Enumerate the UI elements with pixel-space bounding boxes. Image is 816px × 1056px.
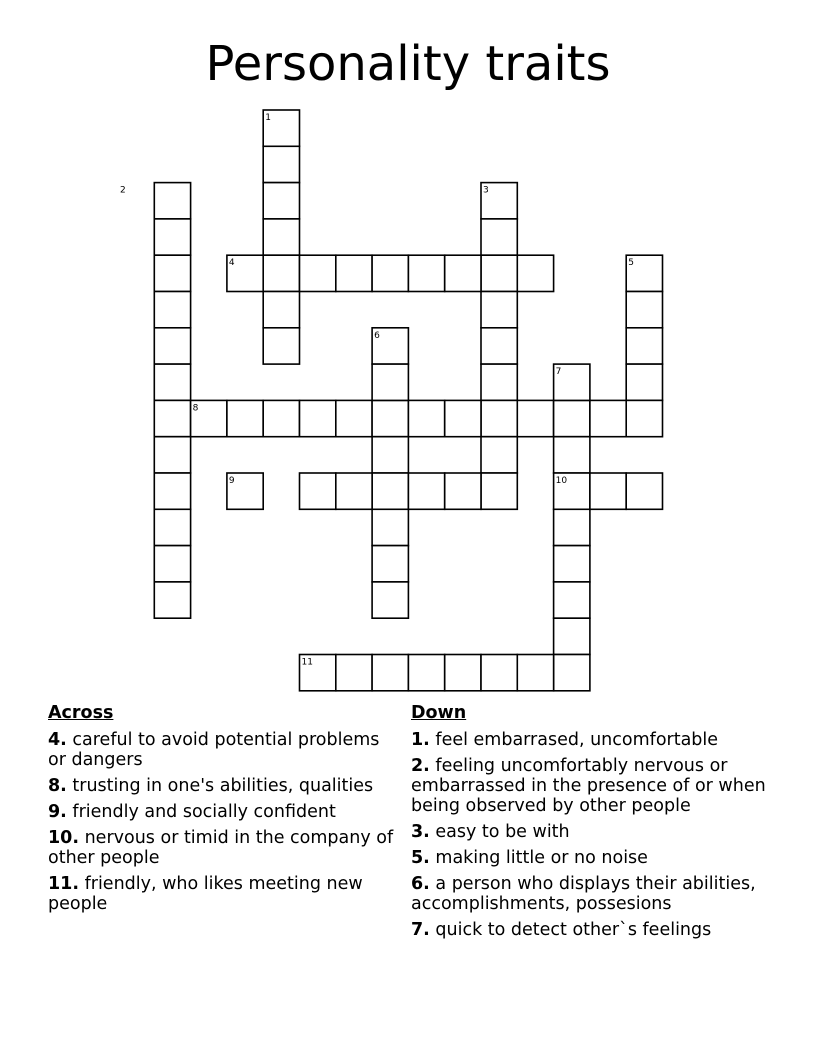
clue-text: friendly and socially confident bbox=[72, 802, 336, 822]
down-heading: Down bbox=[411, 703, 467, 723]
clue-text: feeling uncomfortably nervous or embarrassed in the presence of or when being observed by other people bbox=[411, 756, 766, 816]
grid-cell[interactable] bbox=[445, 473, 481, 509]
grid-cell[interactable] bbox=[154, 509, 190, 545]
clue-number: 4. bbox=[48, 730, 67, 750]
clue-text: trusting in one's abilities, qualities bbox=[72, 776, 374, 796]
clue-text: easy to be with bbox=[435, 822, 570, 842]
grid-cell[interactable] bbox=[626, 473, 662, 509]
grid-cell[interactable] bbox=[336, 473, 372, 509]
grid-cell[interactable] bbox=[263, 146, 299, 182]
grid-cell[interactable] bbox=[154, 437, 190, 473]
grid-cell[interactable] bbox=[154, 292, 190, 328]
grid-cell[interactable] bbox=[481, 292, 517, 328]
clue-number-label: 7 bbox=[555, 367, 562, 378]
grid-cell[interactable] bbox=[517, 655, 553, 691]
grid-cell[interactable] bbox=[263, 183, 299, 219]
grid-cell[interactable] bbox=[554, 546, 590, 582]
clue-across-9 bbox=[48, 802, 398, 822]
grid-cell[interactable] bbox=[300, 255, 336, 291]
grid-cell[interactable] bbox=[554, 400, 590, 436]
clue-across-4 bbox=[48, 730, 398, 770]
grid-cell[interactable] bbox=[517, 255, 553, 291]
grid-cell[interactable] bbox=[372, 473, 408, 509]
clue-number-label: 10 bbox=[555, 476, 568, 486]
grid-cell[interactable] bbox=[481, 437, 517, 473]
clue-number: 8. bbox=[48, 776, 67, 796]
grid-cell[interactable] bbox=[372, 582, 408, 618]
grid-cell[interactable] bbox=[445, 255, 481, 291]
clue-down-6 bbox=[411, 874, 781, 914]
grid-cell[interactable] bbox=[554, 655, 590, 691]
grid-cell[interactable] bbox=[263, 255, 299, 291]
grid-cell[interactable] bbox=[481, 328, 517, 364]
grid-cell[interactable] bbox=[626, 328, 662, 364]
clue-text: feel embarrased, uncomfortable bbox=[435, 730, 719, 750]
grid-cell[interactable] bbox=[408, 255, 444, 291]
clue-number-label: 6 bbox=[374, 330, 380, 341]
clue-down-3 bbox=[411, 822, 781, 842]
clue-number-label: 1 bbox=[265, 113, 271, 123]
grid-cell[interactable] bbox=[445, 400, 481, 436]
clue-text: a person who displays their abilities, accomplishments, possesions bbox=[411, 874, 756, 914]
grid-cell[interactable] bbox=[590, 473, 626, 509]
clue-down-5 bbox=[411, 848, 781, 868]
grid-cell[interactable] bbox=[154, 183, 190, 219]
clue-text: quick to detect other`s feelings bbox=[435, 920, 712, 940]
grid-cell[interactable] bbox=[263, 219, 299, 255]
grid-cell[interactable] bbox=[481, 473, 517, 509]
clue-number: 1. bbox=[411, 730, 430, 750]
grid-cell[interactable] bbox=[481, 255, 517, 291]
grid-cell[interactable] bbox=[336, 400, 372, 436]
grid-cell[interactable] bbox=[263, 400, 299, 436]
clue-number-label: 4 bbox=[228, 258, 235, 269]
grid-cell[interactable] bbox=[372, 546, 408, 582]
grid-cell[interactable] bbox=[154, 400, 190, 436]
grid-cell[interactable] bbox=[227, 400, 263, 436]
grid-cell[interactable] bbox=[626, 364, 662, 400]
across-clues bbox=[48, 702, 398, 920]
grid-cell[interactable] bbox=[154, 328, 190, 364]
grid-cell[interactable] bbox=[300, 400, 336, 436]
grid-cell[interactable] bbox=[554, 437, 590, 473]
grid-cell[interactable] bbox=[554, 618, 590, 654]
clue-number: 2. bbox=[411, 756, 430, 776]
grid-cell[interactable] bbox=[481, 400, 517, 436]
clue-across-8 bbox=[48, 776, 398, 796]
clue-number: 6. bbox=[411, 874, 430, 894]
grid-cell[interactable] bbox=[154, 546, 190, 582]
clue-down-1 bbox=[411, 730, 781, 750]
clue-down-7 bbox=[411, 920, 781, 940]
grid-cell[interactable] bbox=[154, 364, 190, 400]
clue-text: careful to avoid potential problems or dangers bbox=[48, 730, 380, 770]
grid-cell[interactable] bbox=[263, 328, 299, 364]
clue-across-10 bbox=[48, 828, 398, 868]
grid-cell[interactable] bbox=[154, 219, 190, 255]
grid-cell[interactable] bbox=[372, 655, 408, 691]
grid-cell[interactable] bbox=[336, 655, 372, 691]
clue-down-2 bbox=[411, 756, 781, 816]
clue-text: nervous or timid in the company of other people bbox=[48, 828, 394, 868]
grid-cell[interactable] bbox=[554, 582, 590, 618]
clue-text: making little or no noise bbox=[435, 848, 648, 868]
grid-cell[interactable] bbox=[554, 509, 590, 545]
grid-cell[interactable] bbox=[154, 473, 190, 509]
clue-number: 7. bbox=[411, 920, 430, 940]
clue-number-label: 2 bbox=[120, 185, 126, 196]
grid-cell[interactable] bbox=[408, 655, 444, 691]
clue-number-label: 5 bbox=[628, 258, 634, 269]
clue-number: 10. bbox=[48, 828, 80, 848]
grid-cell[interactable] bbox=[626, 292, 662, 328]
grid-cell[interactable] bbox=[408, 473, 444, 509]
down-clues bbox=[411, 702, 781, 946]
grid-cell[interactable] bbox=[336, 255, 372, 291]
grid-cell[interactable] bbox=[626, 400, 662, 436]
grid-cell[interactable] bbox=[372, 437, 408, 473]
grid-cell[interactable] bbox=[517, 400, 553, 436]
clue-number: 11. bbox=[48, 874, 80, 894]
clue-number-label: 9 bbox=[228, 476, 235, 486]
grid-cell[interactable] bbox=[154, 255, 190, 291]
clue-number: 5. bbox=[411, 848, 430, 868]
clue-number: 3. bbox=[411, 822, 430, 842]
grid-cell[interactable] bbox=[481, 364, 517, 400]
grid-cell[interactable] bbox=[372, 364, 408, 400]
grid-cell[interactable] bbox=[481, 219, 517, 255]
grid-cell[interactable] bbox=[590, 400, 626, 436]
grid-cell[interactable] bbox=[372, 400, 408, 436]
grid-cell[interactable] bbox=[445, 655, 481, 691]
clue-number-label: 11 bbox=[301, 657, 313, 668]
grid-cell[interactable] bbox=[154, 582, 190, 618]
clue-text: friendly, who likes meeting new people bbox=[48, 874, 363, 914]
grid-cell[interactable] bbox=[408, 400, 444, 436]
clue-number-label: 3 bbox=[483, 185, 489, 196]
grid-cell[interactable] bbox=[372, 255, 408, 291]
grid-cell[interactable] bbox=[300, 473, 336, 509]
grid-cell[interactable] bbox=[481, 655, 517, 691]
clue-number: 9. bbox=[48, 802, 67, 822]
clue-number-label: 8 bbox=[192, 403, 199, 414]
puzzle-title: Personality traits bbox=[205, 36, 611, 92]
clue-across-11 bbox=[48, 874, 398, 914]
grid-cell[interactable] bbox=[263, 292, 299, 328]
grid-cell[interactable] bbox=[372, 509, 408, 545]
across-heading: Across bbox=[48, 703, 114, 723]
